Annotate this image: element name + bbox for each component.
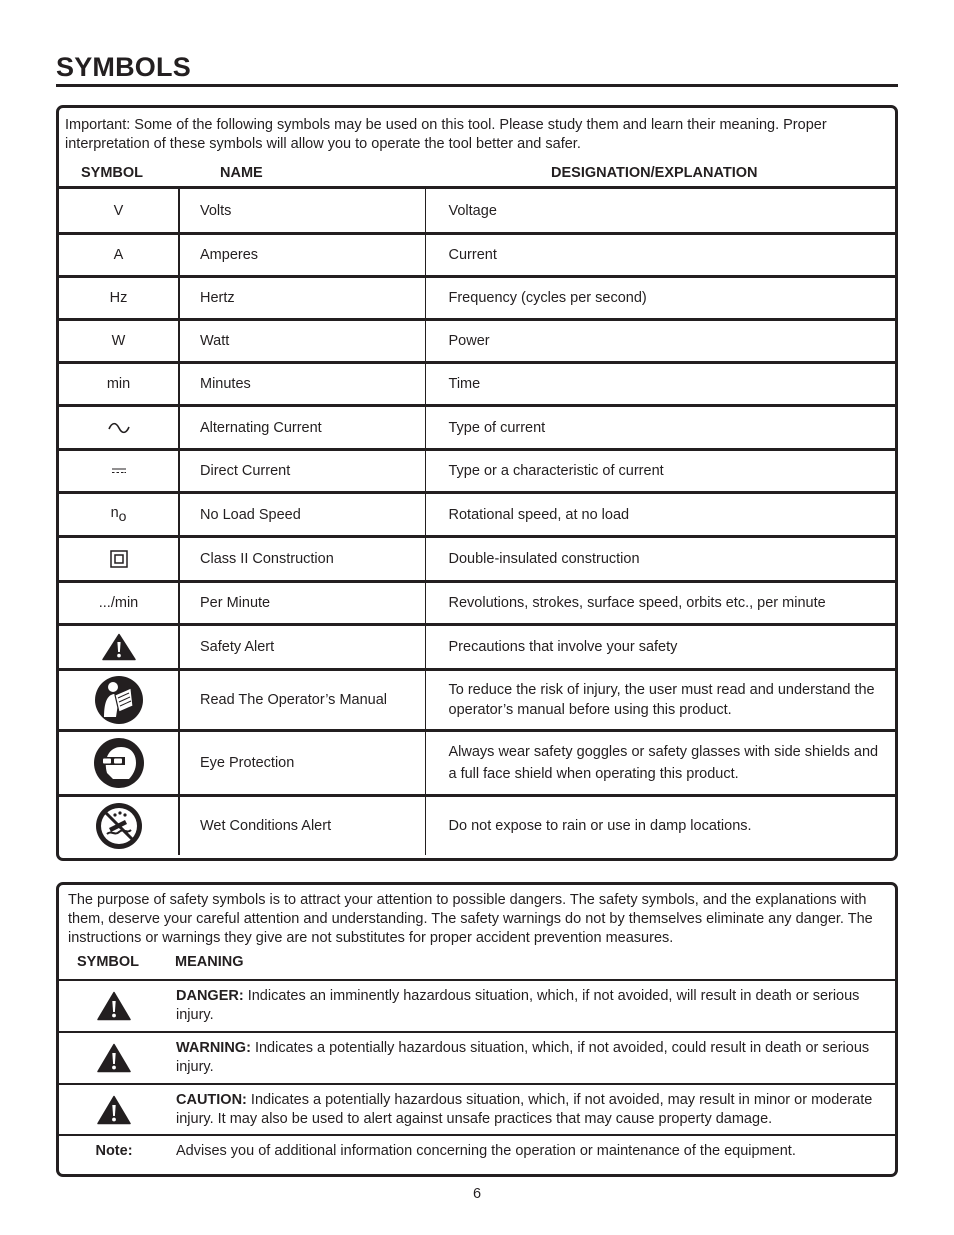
read-manual-icon — [94, 692, 144, 708]
table-row — [59, 188, 895, 234]
name-cell: Wet Conditions Alert — [179, 796, 425, 855]
meaning-cell — [169, 1084, 895, 1135]
meaning-text: Indicates a potentially hazardous situation, which, if not avoided, could result in death or serious injury. — [176, 1040, 870, 1075]
table-row — [59, 670, 895, 731]
safety-alert-icon — [102, 639, 136, 655]
explanation-cell: Precautions that involve your safety — [425, 625, 895, 670]
header-symbol: SYMBOL — [77, 954, 140, 970]
signal-word: DANGER: — [176, 988, 244, 1004]
explanation-cell: Type of current — [425, 406, 895, 450]
class-ii-construction-icon — [110, 551, 128, 567]
table-row — [59, 980, 895, 1032]
symbol-cell — [59, 537, 179, 582]
header-name: NAME — [220, 165, 263, 181]
name-cell: Amperes — [179, 234, 425, 277]
symbol-cell — [59, 670, 179, 731]
danger-alert-icon — [97, 998, 131, 1014]
table-row — [59, 582, 895, 625]
signal-word: WARNING: — [176, 1040, 251, 1056]
symbol-cell — [59, 731, 179, 796]
wet-conditions-icon — [95, 818, 143, 834]
symbols-table — [59, 186, 895, 855]
symbol-cell — [59, 1032, 169, 1084]
symbols-intro: Important: Some of the following symbols may be used on this tool. Please study them and learn their meaning. Proper interpretation of these symbols will allow you to operate the tool better and safer. — [65, 117, 827, 152]
table-row — [59, 320, 895, 363]
table-row — [59, 493, 895, 537]
name-cell: Hertz — [179, 277, 425, 320]
header-meaning: MEANING — [175, 954, 244, 970]
symbol-cell — [59, 406, 179, 450]
name-cell: Eye Protection — [179, 731, 425, 796]
table-row — [59, 406, 895, 450]
symbol-text: .../min — [98, 595, 139, 611]
explanation-cell: Do not expose to rain or use in damp locations. — [425, 796, 895, 855]
symbol-cell — [59, 234, 179, 277]
explanation-cell: Rotational speed, at no load — [425, 493, 895, 537]
symbols-box — [56, 105, 898, 861]
explanation-cell: Current — [425, 234, 895, 277]
table-row — [59, 277, 895, 320]
name-cell: Class II Construction — [179, 537, 425, 582]
meaning-text: Indicates an imminently hazardous situation, which, if not avoided, will result in death or serious injury. — [176, 988, 860, 1023]
symbol-cell — [59, 320, 179, 363]
symbol-cell — [59, 582, 179, 625]
symbol-cell — [59, 277, 179, 320]
signal-word: CAUTION: — [176, 1091, 247, 1108]
table-row — [59, 1084, 895, 1135]
symbol-text: W — [111, 333, 126, 349]
meaning-text: Indicates a potentially hazardous situation, which, if not avoided, may result in minor or moderate injury. It may also be used to alert against unsafe practices that may cause property damage. — [176, 1091, 873, 1127]
table-row — [59, 796, 895, 855]
symbol-text: A — [113, 247, 124, 263]
caution-alert-icon — [97, 1101, 131, 1117]
name-cell: Per Minute — [179, 582, 425, 625]
eye-protection-icon — [93, 755, 145, 771]
symbol-cell — [59, 450, 179, 493]
meaning-cell: Advises you of additional information concerning the operation or maintenance of the equipment. — [169, 1135, 895, 1167]
note-label: Note: — [59, 1135, 169, 1167]
safety-symbols-box — [56, 882, 898, 1177]
warning-alert-icon — [97, 1050, 131, 1066]
symbol-text: n — [110, 505, 119, 521]
explanation-cell: Double-insulated construction — [425, 537, 895, 582]
page-number: 6 — [472, 1186, 482, 1202]
explanation-cell: Time — [425, 363, 895, 406]
direct-current-icon — [111, 463, 127, 479]
name-cell: Minutes — [179, 363, 425, 406]
name-cell: Watt — [179, 320, 425, 363]
symbol-text: min — [106, 376, 131, 392]
symbol-cell — [59, 188, 179, 234]
table-row — [59, 234, 895, 277]
explanation-cell: Power — [425, 320, 895, 363]
name-cell: No Load Speed — [179, 493, 425, 537]
meaning-cell — [169, 980, 895, 1032]
symbol-cell — [59, 363, 179, 406]
symbol-cell — [59, 1084, 169, 1135]
name-cell: Direct Current — [179, 450, 425, 493]
symbol-cell — [59, 493, 179, 537]
table-row — [59, 625, 895, 670]
symbol-cell — [59, 796, 179, 855]
explanation-cell: Type or a characteristic of current — [425, 450, 895, 493]
name-cell: Volts — [179, 188, 425, 234]
explanation-cell: Frequency (cycles per second) — [425, 277, 895, 320]
table-row — [59, 537, 895, 582]
symbol-subscript: o — [118, 508, 127, 524]
meaning-cell — [169, 1032, 895, 1084]
name-cell: Alternating Current — [179, 406, 425, 450]
symbol-text: Hz — [109, 290, 128, 306]
safety-table — [59, 979, 895, 1167]
table-row — [59, 450, 895, 493]
safety-intro: The purpose of safety symbols is to attract your attention to possible dangers. The safety symbols, and the explanations with them, deserve your careful attention and understanding. The safety warnings do not by themselves eliminate any danger. The instructions or warnings they give are not substitutes for proper accident prevention measures. — [68, 892, 873, 946]
explanation-cell: Always wear safety goggles or safety glasses with side shields and a full face shield when operating this product. — [425, 731, 895, 796]
explanation-cell: Revolutions, strokes, surface speed, orbits etc., per minute — [425, 582, 895, 625]
explanation-cell: To reduce the risk of injury, the user must read and understand the operator’s manual before using this product. — [425, 670, 895, 731]
table-row — [59, 1135, 895, 1167]
name-cell: Read The Operator’s Manual — [179, 670, 425, 731]
table-row — [59, 363, 895, 406]
explanation-cell: Voltage — [425, 188, 895, 234]
title-rule — [56, 84, 898, 87]
symbol-cell — [59, 625, 179, 670]
name-cell: Safety Alert — [179, 625, 425, 670]
table-row — [59, 1032, 895, 1084]
page-title: SYMBOLS — [56, 52, 191, 82]
symbol-cell — [59, 980, 169, 1032]
alternating-current-icon — [108, 420, 130, 436]
symbol-text: V — [113, 202, 124, 219]
header-designation: DESIGNATION/EXPLANATION — [551, 165, 758, 181]
header-symbol: SYMBOL — [81, 165, 144, 181]
table-row — [59, 731, 895, 796]
